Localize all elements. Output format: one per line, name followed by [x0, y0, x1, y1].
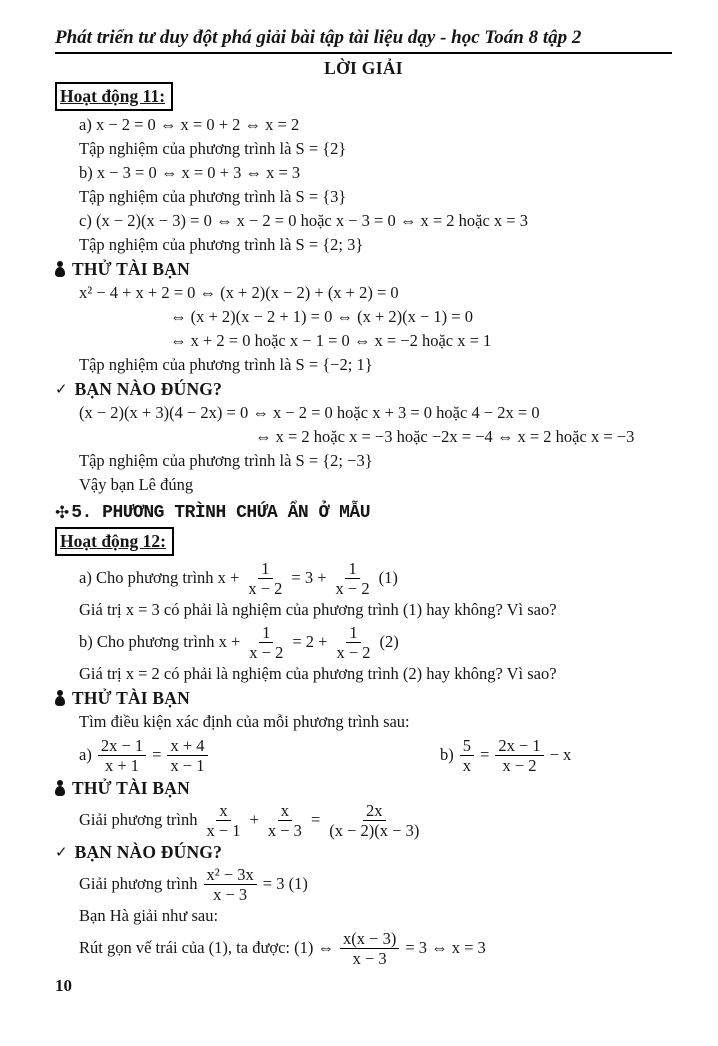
pawn-bullet-icon [55, 780, 65, 797]
math-text: Giải phương trình [79, 874, 198, 893]
fraction [340, 929, 399, 968]
fraction-denominator: x + 1 [104, 755, 140, 775]
fraction-numerator: 5 [460, 736, 474, 756]
ornament-asterisk-icon: ✣ [55, 503, 70, 523]
math-text: + [249, 810, 259, 829]
narrative-line: Bạn Hà giải như sau: [79, 906, 219, 925]
math-text: b) Cho phương trình x + [79, 632, 241, 651]
fraction-denominator: x − 2 [502, 755, 537, 775]
equation-line [55, 928, 672, 968]
section-heading [55, 776, 672, 800]
try-your-skill-section-2 [55, 686, 672, 776]
fraction-denominator: x − 2 [248, 578, 283, 598]
fraction-denominator: x [462, 755, 471, 775]
fraction-numerator: 2x [363, 801, 386, 821]
fraction-denominator: x − 1 [170, 755, 205, 775]
question-line: Giá trị x = 2 có phải là nghiệm của phương trình (2) hay không? Vì sao? [79, 664, 557, 683]
fraction-denominator: x − 3 [213, 884, 248, 904]
running-head: Phát triển tư duy đột phá giải bài tập tài liệu dạy - học Toán 8 tập 2 [55, 26, 672, 54]
page-number: 10 [55, 976, 72, 995]
fraction [333, 559, 373, 598]
pawn-bullet-icon [55, 261, 65, 278]
equation-item-b [440, 736, 571, 775]
page-content [0, 26, 718, 996]
fraction-denominator: x − 1 [206, 820, 241, 840]
fraction-numerator: x [278, 801, 292, 821]
solution-line: Tập nghiệm của phương trình là S = {3} [79, 187, 347, 206]
equation-line: ⇔ (x + 2)(x − 2 + 1) = 0 ⇔ (x + 2)(x − 1) = 0 [170, 307, 473, 326]
fraction-denominator: x − 3 [267, 820, 302, 840]
fraction [204, 865, 257, 904]
solution-line: Tập nghiệm của phương trình là S = {2} [79, 139, 347, 158]
equation-line [55, 622, 672, 662]
textbook-page [0, 26, 718, 1046]
equation-item-a [79, 736, 440, 775]
section-heading-label: BẠN NÀO ĐÚNG? [74, 379, 223, 399]
chapter-title: 5. PHƯƠNG TRÌNH CHỨA ẨN Ở MẪU [71, 503, 371, 523]
equation-line: x² − 4 + x + 2 = 0 ⇔ (x + 2)(x − 2) + (x + 2) = 0 [79, 283, 399, 302]
math-text: = [310, 810, 321, 829]
fraction [495, 736, 543, 775]
fraction [326, 801, 422, 840]
fraction [204, 801, 244, 840]
section-heading-label: BẠN NÀO ĐÚNG? [74, 842, 223, 862]
fraction-denominator: x − 2 [336, 642, 371, 662]
who-is-right-section-2 [55, 840, 672, 968]
math-text: = 3 ⇔ x = 3 [405, 938, 486, 957]
fraction-numerator: 1 [259, 623, 273, 643]
instruction-line: Tìm điều kiện xác định của mỗi phương trình sau: [79, 712, 410, 731]
equation-line [55, 864, 672, 904]
verdict-line: Vậy bạn Lê đúng [79, 475, 194, 494]
fraction-numerator: 1 [346, 623, 360, 643]
fraction-numerator: x + 4 [167, 736, 207, 756]
check-icon: ✓ [55, 380, 68, 398]
activity-12-section [55, 525, 672, 686]
fraction [333, 623, 373, 662]
conclusion-line: Tập nghiệm của phương trình là S = {−2; 1} [79, 355, 373, 374]
fraction [167, 736, 207, 775]
conclusion-line: Tập nghiệm của phương trình là S = {2; −3} [79, 451, 373, 470]
equation-line [55, 558, 672, 598]
fraction-denominator: (x − 2)(x − 3) [329, 820, 420, 840]
chapter-heading [55, 501, 672, 525]
section-heading [55, 257, 672, 281]
math-text: = 2 + [292, 632, 328, 651]
fraction-numerator: x(x − 3) [340, 929, 399, 949]
fraction-numerator: 2x − 1 [98, 736, 146, 756]
fraction-numerator: 2x − 1 [495, 736, 543, 756]
section-heading [55, 686, 672, 710]
fraction [265, 801, 305, 840]
fraction-denominator: x − 3 [352, 948, 387, 968]
math-text: (1) [378, 568, 398, 587]
fraction-denominator: x − 2 [249, 642, 284, 662]
fraction-numerator: 1 [345, 559, 359, 579]
fraction [98, 736, 146, 775]
equation-line: ⇔ x + 2 = 0 hoặc x − 1 = 0 ⇔ x = −2 hoặc x = 1 [170, 331, 492, 350]
section-heading-label: THỬ TÀI BẠN [72, 778, 190, 798]
math-text: = [480, 745, 490, 764]
section-heading-label: THỬ TÀI BẠN [72, 688, 190, 708]
math-text: a) [79, 745, 92, 764]
question-line: Giá trị x = 3 có phải là nghiệm của phương trình (1) hay không? Vì sao? [79, 600, 557, 619]
try-your-skill-section-1 [55, 257, 672, 377]
fraction-denominator: x − 2 [335, 578, 370, 598]
activity-11-section [55, 80, 672, 257]
try-your-skill-section-3 [55, 776, 672, 840]
fraction [246, 623, 286, 662]
fraction-numerator: x² − 3x [204, 865, 257, 885]
equation-line [55, 800, 672, 840]
who-is-right-section-1 [55, 377, 672, 497]
activity-11-label: Hoạt động 11: [55, 82, 173, 111]
solution-line: c) (x − 2)(x − 3) = 0 ⇔ x − 2 = 0 hoặc x − 3 = 0 ⇔ x = 2 hoặc x = 3 [79, 211, 528, 230]
check-icon: ✓ [55, 843, 68, 861]
fraction-numerator: 1 [258, 559, 272, 579]
math-text: = 3 (1) [262, 874, 308, 893]
math-text: = [152, 745, 162, 764]
math-text: = 3 + [291, 568, 327, 587]
math-text: Rút gọn vế trái của (1), ta được: (1) ⇔ [79, 938, 335, 957]
fraction [460, 736, 474, 775]
section-heading [55, 377, 672, 401]
activity-12-label: Hoạt động 12: [55, 527, 174, 556]
page-title: LỜI GIẢI [324, 58, 403, 78]
section-heading [55, 840, 672, 864]
equation-line: (x − 2)(x + 3)(4 − 2x) = 0 ⇔ x − 2 = 0 hoặc x + 3 = 0 hoặc 4 − 2x = 0 [79, 403, 540, 422]
math-text: b) [440, 745, 454, 764]
solution-line: Tập nghiệm của phương trình là S = {2; 3} [79, 235, 364, 254]
equation-line: ⇔ x = 2 hoặc x = −3 hoặc −2x = −4 ⇔ x = 2 hoặc x = −3 [255, 427, 635, 446]
math-text: − x [549, 745, 572, 764]
solution-line: b) x − 3 = 0 ⇔ x = 0 + 3 ⇔ x = 3 [79, 163, 301, 182]
math-text: a) Cho phương trình x + [79, 568, 240, 587]
equation-row [55, 734, 672, 776]
fraction-numerator: x [216, 801, 230, 821]
math-text: Giải phương trình [79, 810, 198, 829]
pawn-bullet-icon [55, 690, 65, 707]
math-text: (2) [379, 632, 399, 651]
fraction [245, 559, 285, 598]
section-heading-label: THỬ TÀI BẠN [72, 259, 190, 279]
solution-line: a) x − 2 = 0 ⇔ x = 0 + 2 ⇔ x = 2 [79, 115, 300, 134]
